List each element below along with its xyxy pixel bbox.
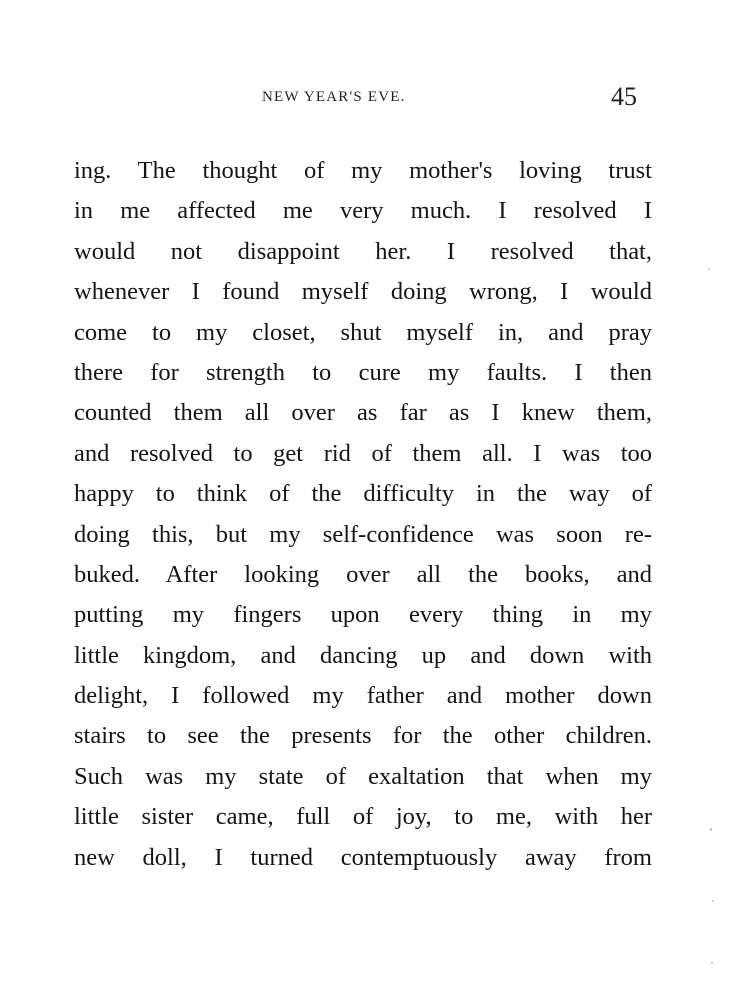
text-line bbox=[74, 474, 652, 514]
text-line bbox=[74, 797, 652, 837]
text-line bbox=[74, 757, 652, 797]
text-line-content: there for strength to cure my faults. I then bbox=[74, 358, 652, 386]
text-line bbox=[74, 676, 652, 716]
paper-speck bbox=[712, 900, 714, 902]
text-line-content: ing. The thought of my mother's loving trust bbox=[74, 157, 652, 184]
paper-speck bbox=[710, 828, 712, 831]
text-line bbox=[74, 191, 652, 231]
text-line bbox=[74, 313, 652, 353]
text-line-content: little kingdom, and dancing up and down with bbox=[74, 641, 652, 669]
text-line-content: whenever I found myself doing wrong, I would bbox=[74, 278, 652, 306]
text-line bbox=[74, 595, 652, 635]
paper-speck bbox=[711, 962, 713, 964]
text-line-content: stairs to see the presents for the other children. bbox=[74, 722, 652, 750]
text-line bbox=[74, 272, 652, 312]
text-line-content: Such was my state of exaltation that when my bbox=[74, 762, 652, 790]
body-text bbox=[74, 151, 652, 878]
text-line bbox=[74, 838, 652, 878]
text-line-content: and resolved to get rid of them all. I was too bbox=[74, 439, 652, 467]
text-line-content: happy to think of the difficulty in the way of bbox=[74, 480, 652, 508]
text-line bbox=[74, 393, 652, 433]
text-line-content: putting my fingers upon every thing in my bbox=[74, 601, 652, 629]
text-line-content: delight, I followed my father and mother down bbox=[74, 682, 652, 710]
text-line-content: little sister came, full of joy, to me, with her bbox=[74, 803, 652, 831]
running-head-title: NEW YEAR'S EVE. bbox=[262, 89, 406, 105]
text-line bbox=[74, 434, 652, 474]
text-line-content: counted them all over as far as I knew them, bbox=[74, 399, 652, 427]
text-line bbox=[74, 151, 652, 191]
page-number: 45 bbox=[611, 82, 637, 111]
text-line-content: come to my closet, shut myself in, and pray bbox=[74, 318, 652, 346]
text-line bbox=[74, 636, 652, 676]
text-line bbox=[74, 555, 652, 595]
text-line-content: new doll, I turned contemptuously away from bbox=[74, 843, 652, 871]
text-line bbox=[74, 232, 652, 272]
text-line-content: buked. After looking over all the books, and bbox=[74, 560, 652, 588]
paper-speck bbox=[708, 268, 710, 270]
text-line-content: would not disappoint her. I resolved that, bbox=[74, 237, 652, 265]
text-line bbox=[74, 515, 652, 555]
text-line-content: doing this, but my self-confidence was soon re- bbox=[74, 520, 652, 548]
text-line-content: in me affected me very much. I resolved I bbox=[74, 197, 652, 225]
text-line bbox=[74, 716, 652, 756]
text-line bbox=[74, 353, 652, 393]
